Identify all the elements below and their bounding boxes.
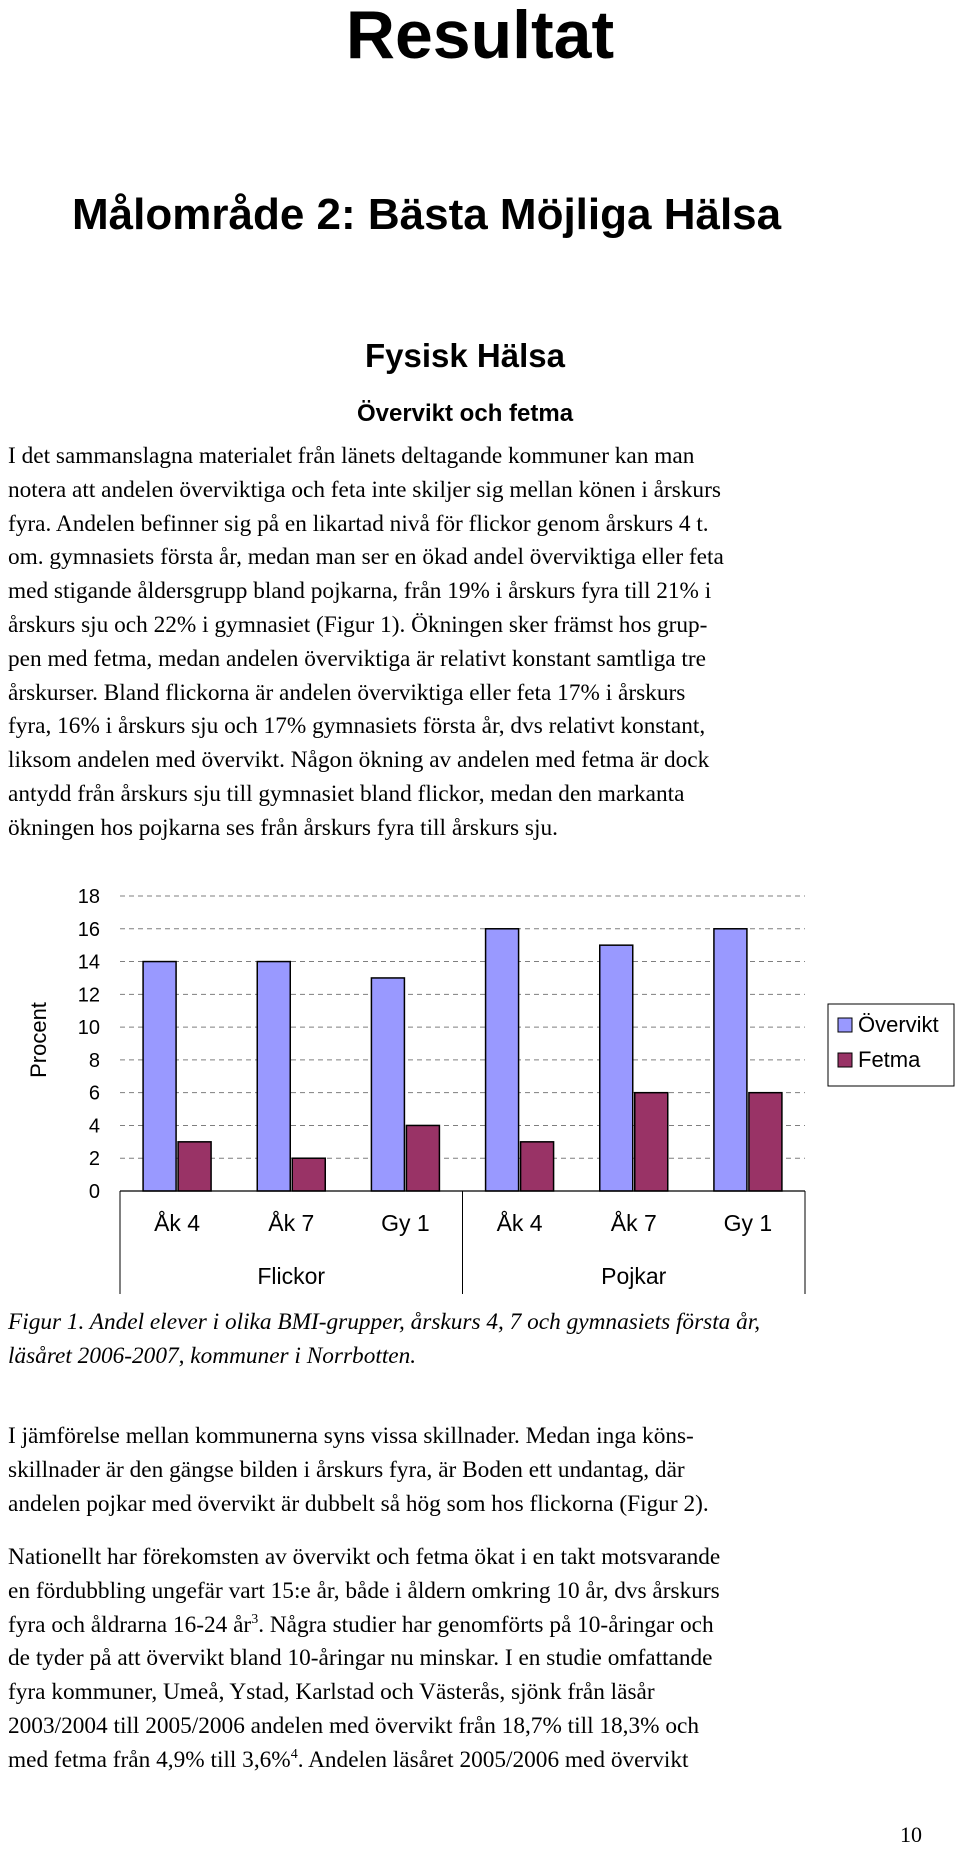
figure-caption: [8, 1306, 913, 1374]
y-tick-label: 14: [77, 951, 100, 974]
footnote-ref: 3: [251, 1611, 259, 1627]
text-line: skillnader är den gängse bilden i årskurs fyra, är Boden ett undantag, där: [8, 1456, 685, 1483]
y-tick-label: 16: [77, 918, 100, 941]
legend-label: Övervikt: [858, 1012, 939, 1037]
text-line: ökningen hos pojkarna ses från årskurs fyra till årskurs sju.: [8, 814, 558, 841]
text-line: årskurs sju och 22% i gymnasiet (Figur 1). Ökningen sker främst hos grup-: [8, 611, 708, 638]
bar-overvikt: [714, 929, 747, 1191]
text-fragment: med fetma från 4,9% till 3,6%: [8, 1746, 291, 1773]
x-tick-label: Åk 7: [268, 1210, 315, 1236]
paragraph-national-trend: [8, 1541, 913, 1778]
x-axis: [120, 1191, 805, 1294]
text-fragment: . Andelen läsåret 2005/2006 med övervikt: [297, 1746, 689, 1773]
y-tick-label: 0: [88, 1181, 100, 1203]
subsubsection-heading: Övervikt och fetma: [356, 400, 574, 427]
text-line: fyra. Andelen befinner sig på en likartad nivå för flickor genom årskurs 4 t.: [8, 510, 709, 537]
text-line: om. gymnasiets första år, medan man ser en ökad andel överviktiga eller feta: [8, 544, 724, 571]
group-label: Pojkar: [601, 1263, 667, 1289]
caption-line: Figur 1. Andel elever i olika BMI-grupper, årskurs 4, 7 och gymnasiets första år,: [8, 1309, 761, 1335]
section-heading: Målområde 2: Bästa Möjliga Hälsa: [72, 190, 782, 239]
chart-gridlines: [120, 896, 805, 1158]
y-axis-ticks: [78, 886, 100, 1203]
bmi-bar-chart: [0, 880, 960, 1300]
text-line: en fördubbling ungefär vart 15:e år, både i åldern omkring 10 år, dvs årskurs: [8, 1577, 720, 1604]
bar-fetma: [635, 1093, 668, 1191]
bar-fetma: [749, 1093, 782, 1191]
chart-legend: [828, 1004, 954, 1086]
text-line: antydd från årskurs sju till gymnasiet bland flickor, medan den markanta: [8, 780, 685, 807]
bar-overvikt: [371, 978, 404, 1191]
x-tick-label: Gy 1: [723, 1210, 773, 1236]
x-tick-label: Gy 1: [381, 1210, 430, 1236]
bar-overvikt: [486, 929, 519, 1191]
text-line: Nationellt har förekomsten av övervikt och fetma ökat i en takt motsvarande: [8, 1544, 721, 1570]
bar-fetma: [406, 1125, 439, 1191]
footnote-ref: 4: [290, 1747, 298, 1763]
x-tick-label: Åk 7: [610, 1210, 657, 1236]
legend-swatch: [838, 1053, 852, 1067]
text-fragment: . Några studier har genomförts på 10-åringar och: [258, 1611, 714, 1638]
text-line: fyra kommuner, Umeå, Ystad, Karlstad och Västerås, sjönk från läsår: [8, 1679, 655, 1706]
legend-swatch: [838, 1018, 852, 1032]
text-line: I jämförelse mellan kommunerna syns vissa skillnader. Medan inga köns-: [8, 1423, 694, 1449]
x-tick-label: Åk 4: [496, 1210, 543, 1236]
text-line: [8, 1609, 913, 1643]
text-line: andelen pojkar med övervikt är dubbelt så hög som hos flickorna (Figur 2).: [8, 1490, 709, 1517]
group-label: Flickor: [257, 1263, 326, 1289]
page-title: Resultat: [345, 0, 615, 73]
text-line: I det sammanslagna materialet från länets deltagande kommuner kan man: [8, 443, 695, 469]
legend-label: Fetma: [858, 1047, 921, 1072]
text-line: liksom andelen med övervikt. Någon ökning av andelen med fetma är dock: [8, 747, 710, 774]
bar-fetma: [292, 1158, 325, 1191]
page-number: 10: [900, 1822, 922, 1847]
bar-fetma: [178, 1142, 211, 1191]
bar-overvikt: [600, 945, 633, 1191]
y-tick-label: 2: [88, 1148, 100, 1171]
y-tick-label: 8: [88, 1049, 100, 1072]
x-tick-label: Åk 4: [154, 1210, 201, 1236]
text-line: pen med fetma, medan andelen överviktiga är relativt konstant samtliga tre: [8, 645, 707, 672]
bar-overvikt: [257, 962, 290, 1191]
y-tick-label: 4: [88, 1115, 100, 1138]
bar-overvikt: [143, 962, 176, 1191]
text-line: fyra, 16% i årskurs sju och 17% gymnasiets första år, dvs relativt konstant,: [8, 713, 706, 740]
text-line: [8, 1744, 913, 1778]
text-line: med stigande åldersgrupp bland pojkarna, från 19% i årskurs fyra till 21% i: [8, 578, 712, 605]
y-axis-label: Procent: [26, 1002, 51, 1078]
text-line: de tyder på att övervikt bland 10-åringar nu minskar. I en studie omfattande: [8, 1645, 713, 1672]
caption-line: läsåret 2006-2007, kommuner i Norrbotten.: [8, 1342, 417, 1369]
text-line: notera att andelen överviktiga och feta inte skiljer sig mellan könen i årskurs: [8, 476, 721, 503]
subsection-heading: Fysisk Hälsa: [365, 337, 565, 374]
text-line: 2003/2004 till 2005/2006 andelen med övervikt från 18,7% till 18,3% och: [8, 1712, 700, 1739]
paragraph-municipality-comparison: [8, 1420, 913, 1521]
text-fragment: fyra och åldrarna 16-24 år: [8, 1611, 252, 1638]
bar-fetma: [521, 1142, 554, 1191]
text-line: årskurser. Bland flickorna är andelen överviktiga eller feta 17% i årskurs: [8, 679, 686, 706]
paragraph-overweight-summary: [8, 440, 913, 846]
y-tick-label: 10: [77, 1017, 100, 1040]
y-tick-label: 12: [77, 984, 100, 1007]
y-tick-label: 6: [88, 1082, 100, 1105]
y-tick-label: 18: [77, 886, 100, 908]
